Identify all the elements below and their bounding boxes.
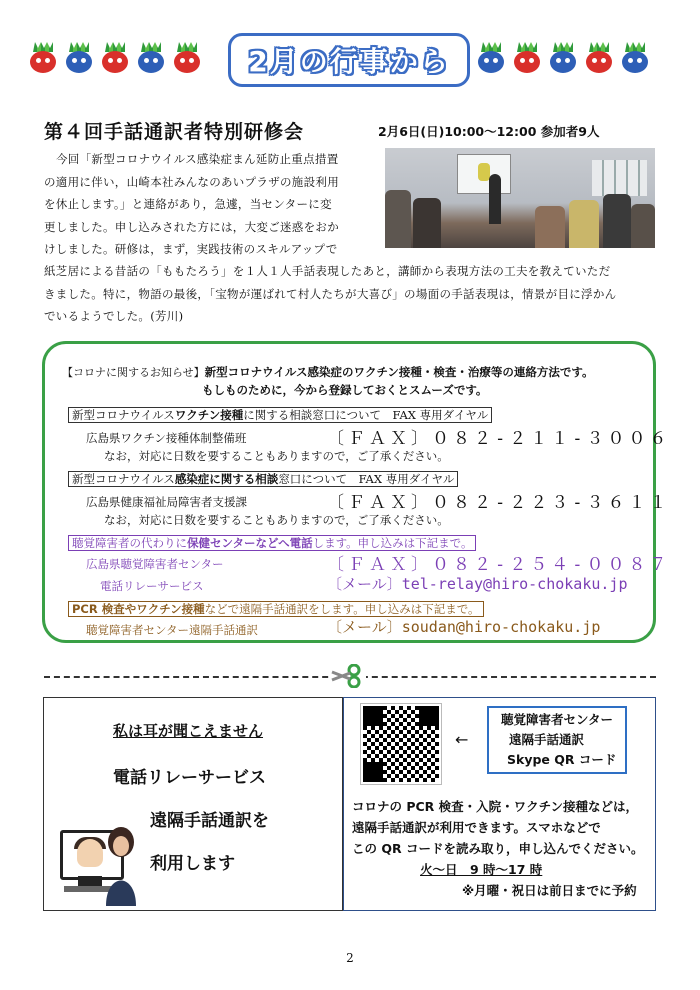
skype-body-line: この QR コードを読み取り，申し込んでください。 (352, 841, 644, 856)
monitor-stand (78, 876, 102, 886)
vaccine-fax: 〔ＦＡＸ〕０８２-２１１-３００６ (327, 429, 671, 449)
article-heading: 第４回手話通訳者特別研修会 (44, 121, 305, 143)
header-decoration-right (476, 42, 650, 74)
ornament-icon (172, 42, 202, 74)
ornament-icon (476, 42, 506, 74)
remote-org: 聴覚障害者センター遠隔手話通訳 (86, 623, 259, 637)
header-decoration-left (28, 42, 202, 74)
relay-label: 聴覚障害者の代わりに保健センターなどへ電話します。申し込みは下記まで。 (68, 532, 476, 552)
ornament-icon (584, 42, 614, 74)
relay-fax: 〔ＦＡＸ〕０８２-２５４-００８７ (327, 555, 671, 575)
article-line: けしました。研修は，まず，実践技術のスキルアップで (44, 242, 338, 256)
ornament-icon (64, 42, 94, 74)
ornament-icon (100, 42, 130, 74)
page-title: 2月の行事から (248, 45, 450, 78)
interpreter-icon (104, 822, 138, 906)
infection-label: 新型コロナウイルス感染症に関する相談窓口について FAX 専用ダイヤル (68, 468, 458, 488)
article-line: でいるようでした。(芳川) (44, 309, 184, 323)
card-line-2: 電話リレーサービス (113, 768, 266, 788)
ornament-icon (136, 42, 166, 74)
arrow-left-icon: ← (455, 730, 469, 749)
vaccine-org: 広島県ワクチン接種体制整備班 (86, 431, 247, 445)
notice-heading (62, 361, 593, 380)
ornament-icon (28, 42, 58, 74)
vaccine-note: なお，対応に日数を要することもありますので，ご了承ください。 (104, 449, 449, 463)
remote-mail[interactable]: 〔メール〕soudan@hiro-chokaku.jp (327, 618, 601, 636)
card-line-3: 遠隔手話通訳を (150, 811, 269, 831)
article-line: 今回「新型コロナウイルス感染症まん延防止重点措置 (56, 152, 339, 166)
service-hours: 火～日 9 時～17 時 (420, 862, 543, 877)
card-line-4: 利用します (150, 854, 235, 874)
training-photo (385, 148, 655, 248)
article-line: を休止します。」と連絡があり，急遽，当センターに変 (44, 197, 332, 211)
reservation-note: ※月曜・祝日は前日までに予約 (462, 883, 637, 898)
ornament-icon (512, 42, 542, 74)
skype-body-line: コロナの PCR 検査・入院・ワクチン接種などは， (352, 799, 639, 814)
relay-org: 広島県聴覚障害者センター (86, 557, 224, 571)
notice-subtitle: もしものために，今から登録しておくとスムーズです。 (202, 383, 488, 397)
scissors-icon (330, 664, 366, 688)
article-line: 更しました。申し込みされた方には，大変ご迷惑をおか (44, 219, 339, 234)
ornament-icon (620, 42, 650, 74)
relay-service: 電話リレーサービス (100, 579, 204, 593)
infection-note: なお，対応に日数を要することもありますので，ご了承ください。 (104, 513, 449, 527)
skype-label-box: 聴覚障害者センター 遠隔手話通訳 Skype QR コード (487, 706, 627, 774)
ornament-icon (548, 42, 578, 74)
article-body-wrapped (44, 148, 378, 261)
relay-mail[interactable]: 〔メール〕tel-relay@hiro-chokaku.jp (327, 575, 628, 593)
article-body-full (44, 260, 660, 328)
skype-qr-code[interactable] (361, 704, 441, 784)
page-number: 2 (346, 951, 354, 965)
article-meta: 2月6日(日)10:00～12:00 参加者9人 (378, 124, 600, 139)
article-line: きました。特に，物語の最後，「宝物が運ばれて村人たちが大喜び」の場面の手話表現は，情景が目に浮かん (44, 286, 617, 301)
skype-body-line: 遠隔手話通訳が利用できます。スマホなどで (352, 820, 601, 835)
article-line: の適用に伴い，山崎本社みんなのあいプラザの施設利用 (44, 174, 339, 189)
article-line: 紙芝居による昔話の「ももたろう」を１人１人手話表現したあと，講師から表現方法の工夫を教えていただ (44, 264, 611, 278)
vaccine-label: 新型コロナウイルスワクチン接種に関する相談窓口について FAX 専用ダイヤル (68, 404, 492, 424)
card-line-1: 私は耳が聞こえません (113, 722, 264, 740)
remote-label: PCR 検査やワクチン接種などで遠隔手話通訳をします。申し込みは下記まで。 (68, 598, 484, 618)
notice-tag: 【コロナに関するお知らせ】 (62, 366, 205, 379)
infection-org: 広島県健康福祉局障害者支援課 (86, 495, 247, 509)
infection-fax: 〔ＦＡＸ〕０８２-２２３-３６１１ (327, 493, 671, 513)
notice-title: 新型コロナウイルス感染症のワクチン接種・検査・治療等の連絡方法です。 (204, 365, 594, 379)
page-title-box (228, 33, 470, 87)
